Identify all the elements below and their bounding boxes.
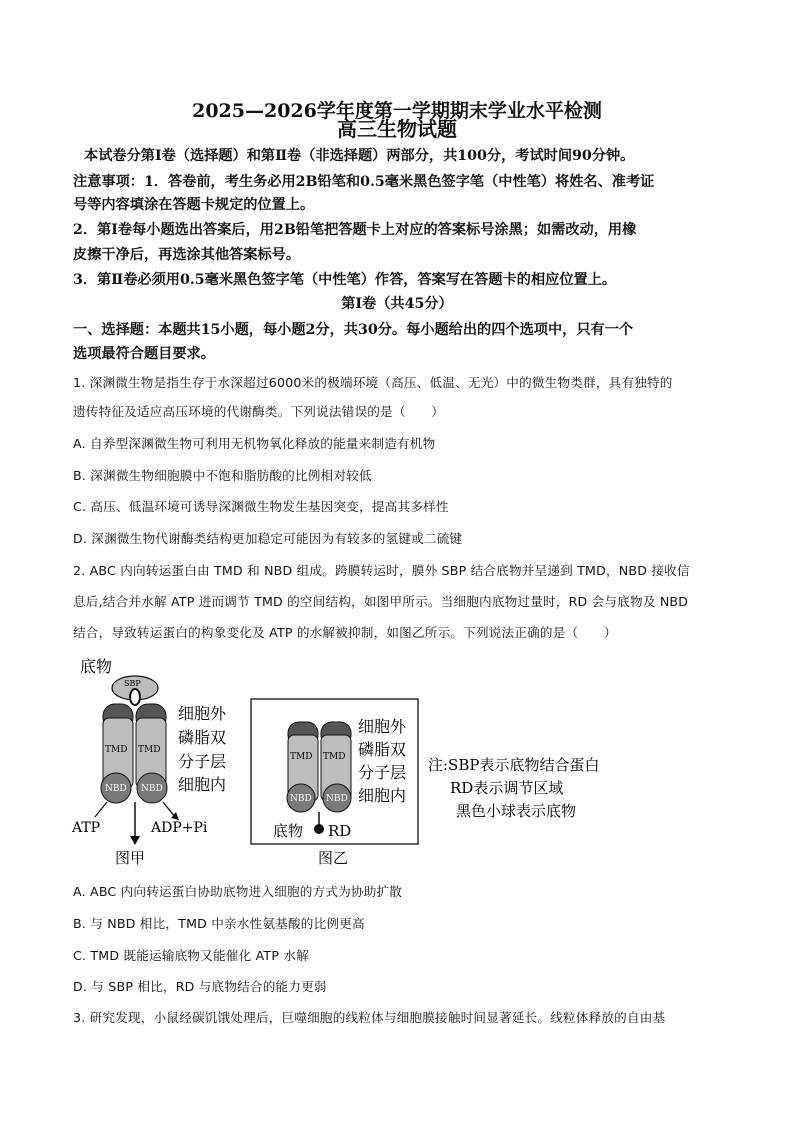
q1-option-b: B. 深渊微生物细胞膜中不饱和脂肪酸的比例相对较低 xyxy=(73,468,372,483)
fig2-tmd-right-label: TMD xyxy=(323,752,346,762)
note-2b: 皮擦干净后，再选涂其他答案标号。 xyxy=(73,247,301,263)
transport-protein-figure xyxy=(60,652,640,874)
adp-arrow xyxy=(163,802,175,817)
figure-note-3: 黑色小球表示底物 xyxy=(456,802,577,820)
q3-stem-a: 3. 研究发现，小鼠经碳饥饿处理后，巨噬细胞的线粒体与细胞膜接触时间显著延长。线粒体释放的自由基 xyxy=(73,1010,666,1025)
fig2-tmd-left-label: TMD xyxy=(290,752,313,762)
q2-stem-b: 息后,结合并水解 ATP 进而调节 TMD 的空间结构，如图甲所示。当细胞内底物过量时，RD 会与底物及 NBD xyxy=(73,594,689,609)
section-desc-b: 选项最符合题目要求。 xyxy=(73,346,215,362)
fig2-inside-label: 细胞内 xyxy=(358,786,407,805)
q2-option-a: A. ABC 内向转运蛋白协助底物进入细胞的方式为协助扩散 xyxy=(73,884,403,899)
fig2-bilayer1-label: 磷脂双 xyxy=(358,740,407,759)
q2-option-d: D. 与 SBP 相比，RD 与底物结合的能力更弱 xyxy=(73,979,327,994)
adp-label: ADP+Pi xyxy=(151,820,208,836)
fig2-substrate-ball xyxy=(314,824,324,834)
fig1-bilayer1-label: 磷脂双 xyxy=(178,728,227,747)
atp-label: ATP xyxy=(72,820,101,836)
note-2a: 2．第Ⅰ卷每小题选出答案后，用2B铅笔把答题卡上对应的答案标号涂黑；如需改动，用橡 xyxy=(73,222,637,238)
fig1-substrate-label: 底物 xyxy=(80,657,113,676)
fig1-outside-label: 细胞外 xyxy=(178,704,227,723)
intro-line: 本试卷分第Ⅰ卷（选择题）和第Ⅱ卷（非选择题）两部分，共100分，考试时间90分钟。 xyxy=(84,148,635,164)
exam-subject: 高三生物试题 xyxy=(337,117,457,141)
q2-option-b: B. 与 NBD 相比，TMD 中亲水性氨基酸的比例更高 xyxy=(73,916,365,931)
q2-option-c: C. TMD 既能运输底物又能催化 ATP 水解 xyxy=(73,948,309,963)
section-desc-a: 一、选择题：本题共15小题，每小题2分，共30分。每小题给出的四个选项中，只有一个 xyxy=(73,322,634,338)
tmd-right-label: TMD xyxy=(138,745,161,755)
atp-arrow xyxy=(95,802,107,817)
fig2-rd-label: RD xyxy=(328,822,352,840)
figure-note-1: 注:SBP表示底物结合蛋白 xyxy=(428,756,600,774)
transport-arrow-head xyxy=(130,836,140,845)
exam-title: 2025—2026学年度第一学期期末学业水平检测 xyxy=(192,100,602,122)
sbp-label: SBP xyxy=(124,679,141,688)
fig1-inside-label: 细胞内 xyxy=(178,775,227,794)
note-3: 3．第Ⅱ卷必须用0.5毫米黑色签字笔（中性笔）作答，答案写在答题卡的相应位置上。 xyxy=(73,272,617,288)
section-title: 第Ⅰ卷（共45分） xyxy=(341,296,453,312)
fig2-substrate-label: 底物 xyxy=(273,822,304,840)
fig2-caption: 图乙 xyxy=(318,849,349,867)
q1-stem-b: 遗传特征及适应高压环境的代谢酶类。下列说法错误的是（ ） xyxy=(73,404,445,419)
substrate-in-sbp xyxy=(130,689,140,705)
q1-option-c: C. 高压、低温环境可诱导深渊微生物发生基因突变，提高其多样性 xyxy=(73,499,449,514)
fig1-bilayer2-label: 分子层 xyxy=(178,752,227,771)
nbd-left-label: NBD xyxy=(105,784,127,794)
fig2-nbd-left-label: NBD xyxy=(290,794,312,804)
q1-option-a: A. 自养型深渊微生物可利用无机物氧化释放的能量来制造有机物 xyxy=(73,436,436,451)
q1-stem-a: 1. 深渊微生物是指生存于水深超过6000米的极端环境（高压、低温、无光）中的微生物类群，具有独特的 xyxy=(73,375,673,390)
q1-option-d: D. 深渊微生物代谢酶类结构更加稳定可能因为有较多的氢键或二硫键 xyxy=(73,531,463,546)
note-1a: 注意事项：1．答卷前，考生务必用2B铅笔和0.5毫米黑色签字笔（中性笔）将姓名、准考证 xyxy=(73,174,655,190)
tmd-left-label: TMD xyxy=(105,745,128,755)
q2-stem-a: 2. ABC 内向转运蛋白由 TMD 和 NBD 组成。跨膜转运时，膜外 SBP 结合底物并呈递到 TMD，NBD 接收信 xyxy=(73,563,690,578)
fig2-bilayer2-label: 分子层 xyxy=(358,763,407,782)
fig1-caption: 图甲 xyxy=(115,849,146,867)
nbd-right-label: NBD xyxy=(141,784,163,794)
figure-note-2: RD表示调节区域 xyxy=(450,779,564,797)
fig2-nbd-right-label: NBD xyxy=(326,794,348,804)
q2-stem-c: 结合，导致转运蛋白的构象变化及 ATP 的水解被抑制，如图乙所示。下列说法正确的是（ ） xyxy=(73,625,617,640)
fig2-outside-label: 细胞外 xyxy=(358,717,407,736)
note-1b: 号等内容填涂在答题卡规定的位置上。 xyxy=(73,197,315,213)
